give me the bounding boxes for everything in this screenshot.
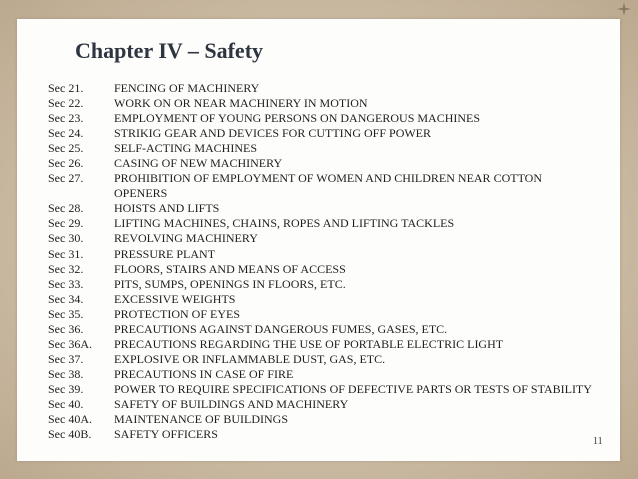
section-row	[48, 412, 593, 427]
section-title: POWER TO REQUIRE SPECIFICATIONS OF DEFECTIVE PARTS OR TESTS OF STABILITY	[114, 381, 592, 396]
section-number: Sec 27.	[48, 171, 84, 186]
section-number: Sec 24.	[48, 126, 84, 141]
section-number: Sec 35.	[48, 306, 84, 321]
section-row	[48, 81, 593, 96]
section-title: LIFTING MACHINES, CHAINS, ROPES AND LIFTING TACKLES	[114, 216, 455, 231]
section-number: Sec 40B.	[48, 427, 92, 442]
section-number: Sec 22.	[48, 96, 84, 111]
section-title: CASING OF NEW MACHINERY	[114, 156, 283, 171]
section-number: Sec 40A.	[48, 412, 92, 427]
section-title: PRESSURE PLANT	[114, 246, 216, 261]
section-number: Sec 30.	[48, 231, 84, 246]
section-number: Sec 37.	[48, 351, 84, 366]
section-title: REVOLVING MACHINERY	[114, 231, 258, 246]
section-title: WORK ON OR NEAR MACHINERY IN MOTION	[114, 96, 368, 111]
section-number: Sec 34.	[48, 291, 84, 306]
section-number: Sec 31.	[48, 246, 84, 261]
section-number: Sec 36A.	[48, 336, 92, 351]
section-number: Sec 36.	[48, 321, 84, 336]
section-number: Sec 40.	[48, 396, 84, 411]
section-title: EXCESSIVE WEIGHTS	[114, 291, 236, 306]
section-title: STRIKIG GEAR AND DEVICES FOR CUTTING OFF POWER	[114, 126, 432, 141]
section-title: FENCING OF MACHINERY	[114, 81, 260, 95]
sparkle-icon	[617, 2, 631, 16]
section-row	[48, 216, 593, 231]
section-row	[48, 367, 593, 382]
section-row	[48, 322, 593, 337]
section-row	[48, 337, 593, 352]
section-row	[48, 111, 593, 126]
section-number: Sec 21.	[48, 81, 84, 95]
section-title: PRECAUTIONS AGAINST DANGEROUS FUMES, GASES, ETC.	[114, 321, 448, 336]
section-row	[48, 397, 593, 412]
section-number: Sec 32.	[48, 261, 84, 276]
section-number: Sec 23.	[48, 111, 84, 126]
section-number: Sec 29.	[48, 216, 84, 231]
slide-title: Chapter IV – Safety	[75, 38, 264, 63]
section-title: SAFETY OF BUILDINGS AND MACHINERY	[114, 396, 349, 411]
section-row	[48, 156, 593, 171]
section-title: HOISTS AND LIFTS	[114, 201, 220, 216]
section-title: EXPLOSIVE OR INFLAMMABLE DUST, GAS, ETC.	[114, 351, 386, 366]
section-row	[48, 307, 593, 322]
section-list	[48, 81, 593, 442]
section-title: PRECAUTIONS REGARDING THE USE OF PORTABLE ELECTRIC LIGHT	[114, 336, 504, 351]
section-row	[48, 141, 593, 156]
section-row	[48, 382, 593, 397]
section-title: EMPLOYMENT OF YOUNG PERSONS ON DANGEROUS MACHINES	[114, 111, 481, 126]
section-number: Sec 28.	[48, 201, 84, 216]
section-title: PROTECTION OF EYES	[114, 306, 241, 321]
section-row	[48, 292, 593, 307]
section-number: Sec 39.	[48, 381, 84, 396]
section-number: Sec 26.	[48, 156, 84, 171]
section-row	[48, 96, 593, 111]
section-title: PROHIBITION OF EMPLOYMENT OF WOMEN AND CHILDREN NEAR COTTON OPENERS	[114, 171, 543, 201]
section-row	[48, 352, 593, 367]
section-title: SAFETY OFFICERS	[114, 427, 218, 442]
section-number: Sec 38.	[48, 366, 84, 381]
section-title: SELF-ACTING MACHINES	[114, 141, 258, 156]
section-row	[48, 231, 593, 246]
section-title: FLOORS, STAIRS AND MEANS OF ACCESS	[114, 261, 346, 276]
page-number: 11	[593, 436, 603, 447]
section-row	[48, 427, 593, 442]
section-row	[48, 201, 593, 216]
section-row	[48, 247, 593, 262]
section-row	[48, 126, 593, 141]
section-title: MAINTENANCE OF BUILDINGS	[114, 412, 288, 427]
section-title: PITS, SUMPS, OPENINGS IN FLOORS, ETC.	[114, 276, 346, 291]
section-row	[48, 262, 593, 277]
section-title: PRECAUTIONS IN CASE OF FIRE	[114, 366, 294, 381]
section-row	[48, 277, 593, 292]
section-number: Sec 33.	[48, 276, 84, 291]
section-number: Sec 25.	[48, 141, 84, 156]
section-row	[48, 171, 593, 201]
